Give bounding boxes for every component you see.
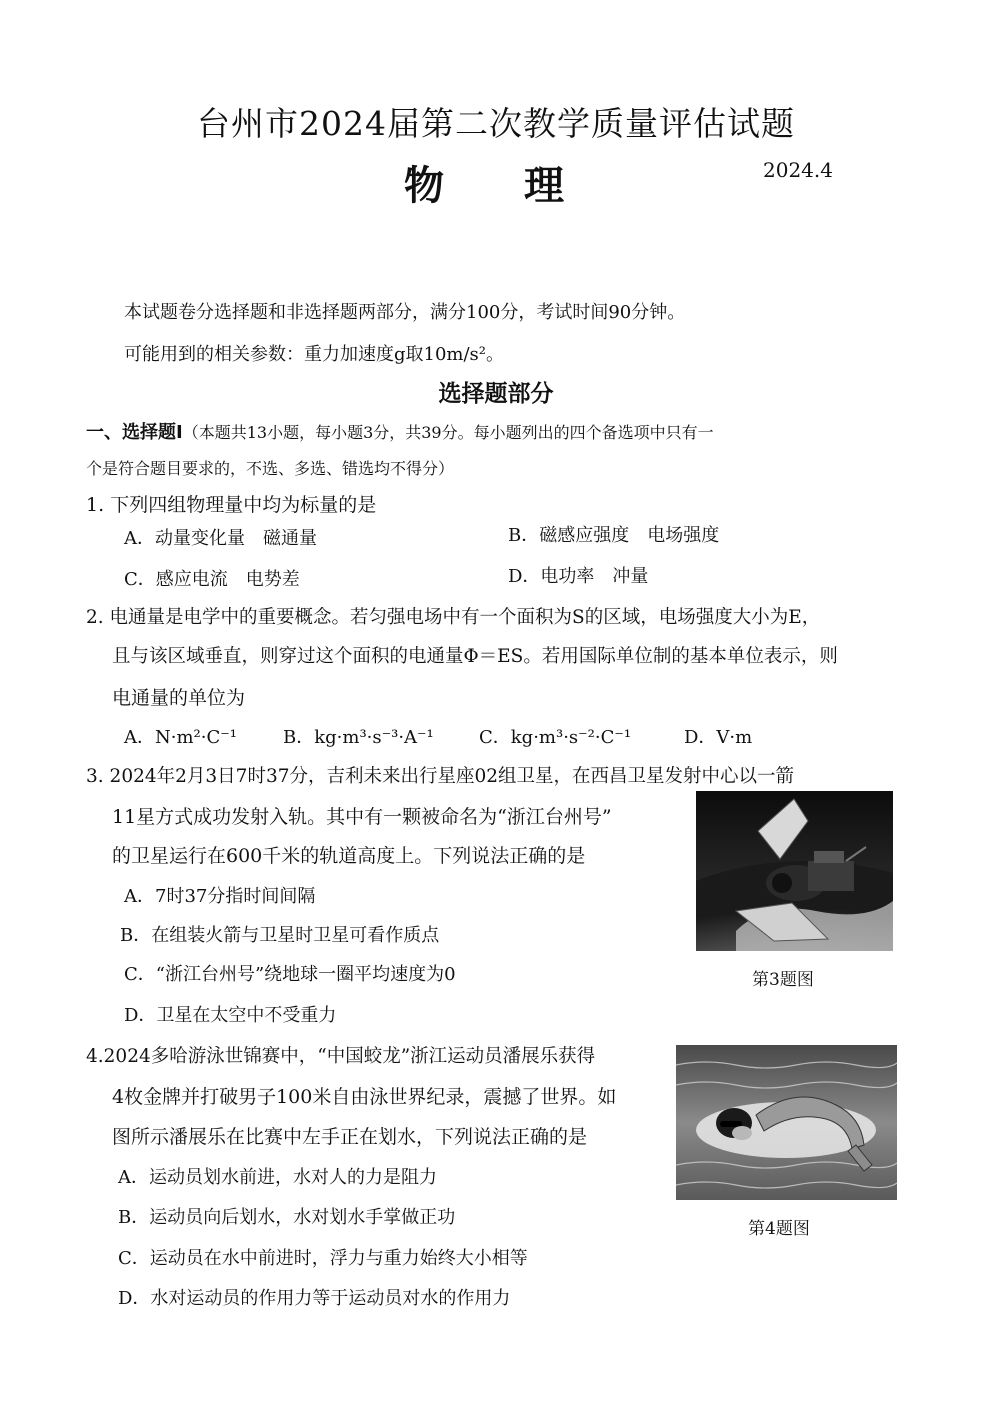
swimmer-figure bbox=[676, 1045, 897, 1200]
question-1-stem bbox=[86, 490, 376, 517]
question-1-option-b: B．磁感应强度 电场强度 bbox=[508, 525, 720, 546]
question-2-stem-line-3: 电通量的单位为 bbox=[112, 687, 246, 709]
part-description: （本题共13小题，每小题3分，共39分。每小题列出的四个备选项中只有一 bbox=[182, 423, 714, 442]
question-number: 3. bbox=[86, 766, 104, 787]
question-3-option-c: C．“浙江台州号”绕地球一圈平均速度为0 bbox=[124, 964, 456, 985]
question-text: 2024多哈游泳世锦赛中，“中国蛟龙”浙江运动员潘展乐获得 bbox=[103, 1046, 596, 1067]
question-1-option-d: D．电功率 冲量 bbox=[508, 566, 649, 587]
question-number: 4. bbox=[86, 1046, 104, 1067]
question-4-option-a: A．运动员划水前进，水对人的力是阻力 bbox=[118, 1167, 437, 1188]
question-4-stem-line-1 bbox=[86, 1042, 595, 1068]
question-4-option-c: C．运动员在水中前进时，浮力与重力始终大小相等 bbox=[118, 1248, 528, 1269]
question-1-option-a: A．动量变化量 磁通量 bbox=[124, 528, 317, 549]
part-description-line-2: 个是符合题目要求的，不选、多选、错选均不得分） bbox=[86, 459, 455, 478]
question-number: 2. bbox=[86, 607, 104, 628]
subject-title bbox=[404, 154, 566, 211]
question-4-stem-line-2: 4枚金牌并打破男子100米自由泳世界纪录，震撼了世界。如 bbox=[112, 1086, 617, 1108]
intro-line-1: 本试题卷分选择题和非选择题两部分，满分100分，考试时间90分钟。 bbox=[124, 302, 686, 323]
question-2-option-a: A．N·m²·C⁻¹ bbox=[124, 727, 237, 748]
subject-char-1: 物 bbox=[404, 162, 446, 209]
question-3-option-a: A．7时37分指时间间隔 bbox=[124, 886, 316, 907]
question-4-option-b: B．运动员向后划水，水对划水手掌做正功 bbox=[118, 1207, 456, 1228]
question-text: 下列四组物理量中均为标量的是 bbox=[110, 494, 377, 516]
question-number: 1. bbox=[86, 494, 105, 516]
question-3-option-d: D．卫星在太空中不受重力 bbox=[124, 1005, 337, 1026]
section-title: 选择题部分 bbox=[438, 381, 554, 407]
question-3-stem-line-2: 11星方式成功发射入轨。其中有一颗被命名为“浙江台州号” bbox=[112, 806, 612, 828]
part-heading bbox=[86, 418, 714, 444]
exam-date: 2024.4 bbox=[763, 158, 833, 182]
intro-line-2: 可能用到的相关参数：重力加速度g取10m/s²。 bbox=[124, 344, 505, 365]
figure-4-caption: 第4题图 bbox=[748, 1219, 810, 1239]
question-4-stem-line-3: 图所示潘展乐在比赛中左手正在划水，下列说法正确的是 bbox=[112, 1126, 588, 1148]
question-2-stem-line-2: 且与该区域垂直，则穿过这个面积的电通量Φ＝ES。若用国际单位制的基本单位表示，则 bbox=[112, 646, 838, 667]
subject-char-2: 理 bbox=[524, 162, 566, 209]
question-2-option-c: C．kg·m³·s⁻²·C⁻¹ bbox=[479, 727, 632, 748]
question-2-option-d: D．V·m bbox=[684, 727, 753, 748]
figure-3-caption: 第3题图 bbox=[752, 970, 814, 990]
question-2-stem-line-1 bbox=[86, 603, 820, 629]
question-1-option-c: C．感应电流 电势差 bbox=[124, 569, 300, 590]
question-text: 电通量是电学中的重要概念。若匀强电场中有一个面积为S的区域，电场强度大小为E， bbox=[109, 607, 821, 628]
part-label: 一、选择题Ⅰ bbox=[86, 422, 183, 443]
satellite-figure bbox=[696, 791, 893, 951]
question-3-option-b: B．在组装火箭与卫星时卫星可看作质点 bbox=[120, 925, 440, 946]
question-text: 2024年2月3日7时37分，吉利未来出行星座02组卫星，在西昌卫星发射中心以一箭 bbox=[109, 766, 795, 787]
question-3-stem-line-1 bbox=[86, 762, 794, 788]
exam-title: 台州市2024届第二次教学质量评估试题 bbox=[197, 104, 795, 143]
question-3-stem-line-3: 的卫星运行在600千米的轨道高度上。下列说法正确的是 bbox=[112, 845, 586, 867]
question-4-option-d: D．水对运动员的作用力等于运动员对水的作用力 bbox=[118, 1288, 511, 1309]
question-2-option-b: B．kg·m³·s⁻³·A⁻¹ bbox=[283, 727, 434, 748]
